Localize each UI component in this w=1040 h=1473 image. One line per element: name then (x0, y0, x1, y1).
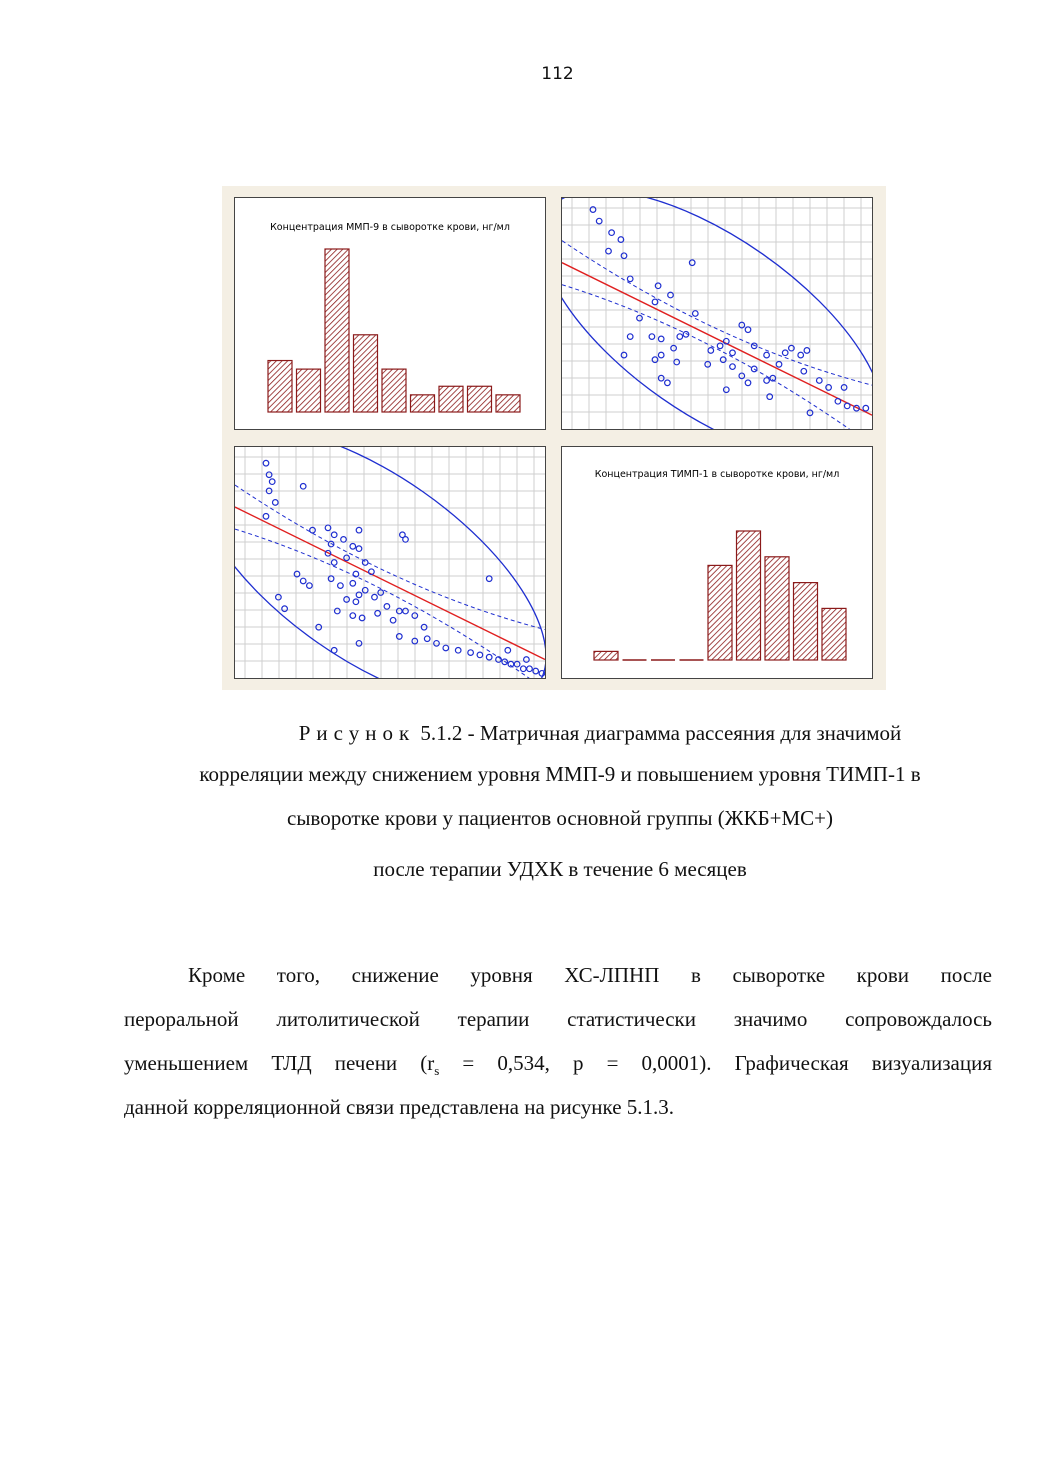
confidence-band-lower (235, 529, 545, 678)
histogram-timp1-title: Концентрация ТИМП-1 в сыворотке крови, нг/мл (594, 469, 840, 480)
data-point (356, 546, 362, 552)
data-point (730, 350, 736, 356)
data-point (362, 587, 368, 593)
data-point (804, 348, 810, 354)
data-point (443, 645, 449, 651)
data-point (505, 647, 511, 653)
data-point (307, 583, 313, 589)
data-point (798, 352, 804, 358)
data-point (745, 380, 751, 386)
scatter-matrix-figure (222, 186, 886, 690)
paragraph-line-3-b: = 0,534, p = 0,0001). Графическая визуализация (439, 1051, 992, 1075)
data-point (801, 368, 807, 374)
scatter-top-right (562, 198, 872, 429)
histogram-mmp9-title: Концентрация ММП-9 в сыворотке крови, нг/мл (270, 222, 510, 233)
regression-line (235, 507, 545, 659)
data-point (745, 327, 751, 333)
histogram-bar (297, 369, 321, 412)
data-point (300, 483, 306, 489)
data-point (693, 311, 699, 317)
data-point (708, 348, 714, 354)
data-point (356, 641, 362, 647)
paragraph-line-4: данной корреляционной связи представлена на рисунке 5.1.3. (124, 1095, 675, 1119)
histogram-bar (822, 608, 846, 660)
figure-caption-line-2: корреляции между снижением уровня ММП-9 и повышением уровня ТИМП-1 в (199, 762, 921, 786)
data-point (486, 654, 492, 660)
page-number: 112 (541, 64, 574, 84)
histogram-bar (439, 386, 463, 412)
data-point (527, 666, 533, 672)
data-point (649, 334, 655, 340)
paragraph-line-3-sub: s (434, 1063, 440, 1079)
data-point (350, 580, 356, 586)
data-point (331, 647, 337, 653)
histogram-timp1-panel (561, 446, 873, 679)
data-point (356, 527, 362, 533)
figure-caption-line-4: после терапии УДХК в течение 6 месяцев (373, 857, 747, 881)
data-point (328, 576, 334, 582)
paragraph-line-3-a: уменьшением ТЛД печени (r (124, 1051, 435, 1075)
histogram-bar (411, 395, 435, 412)
data-point (282, 606, 288, 612)
data-point (455, 647, 461, 653)
data-point (390, 617, 396, 623)
regression-line (562, 263, 872, 415)
data-point (372, 594, 378, 600)
data-point (674, 359, 680, 365)
data-point (844, 403, 850, 409)
data-point (477, 652, 483, 658)
data-point (397, 608, 403, 614)
figure-caption-word: Рисунок (298, 721, 416, 745)
data-point (424, 636, 430, 642)
figure-caption-text-1: 5.1.2 - Матричная диаграмма рассеяния для значимой (420, 721, 902, 745)
histogram-bar (354, 335, 378, 412)
histogram-bar (594, 651, 618, 660)
data-point (863, 405, 869, 411)
data-point (658, 336, 664, 342)
histogram-bar (496, 395, 520, 412)
confidence-band-upper (562, 241, 872, 385)
data-point (817, 378, 823, 384)
data-point (468, 650, 474, 656)
data-point (665, 380, 671, 386)
data-point (776, 362, 782, 368)
data-point (621, 253, 627, 259)
histogram-mmp9-panel (234, 197, 546, 430)
data-point (350, 544, 356, 550)
data-point (486, 576, 492, 582)
data-point (269, 479, 275, 485)
data-point (434, 641, 440, 647)
scatter-bottom-left (235, 447, 545, 678)
histogram-bar (268, 361, 292, 412)
data-point (835, 398, 841, 404)
data-point (353, 599, 359, 605)
data-point (300, 578, 306, 584)
data-point (606, 248, 612, 254)
data-point (397, 634, 403, 640)
histogram-bar (325, 249, 349, 412)
histogram-timp1 (562, 447, 872, 678)
data-point (341, 537, 347, 543)
data-point (724, 387, 730, 393)
histogram-bar (708, 565, 732, 660)
data-point (609, 230, 615, 236)
data-point (403, 608, 409, 614)
data-point (655, 283, 661, 289)
data-point (338, 583, 344, 589)
data-point (350, 613, 356, 619)
data-point (764, 378, 770, 384)
data-point (375, 611, 381, 617)
figure-caption-line-3: сыворотке крови у пациентов основной группы (ЖКБ+МС+) (287, 806, 833, 830)
data-point (621, 352, 627, 358)
histogram-bar (765, 557, 789, 660)
data-point (335, 608, 341, 614)
data-point (266, 472, 272, 478)
histogram-bar (468, 386, 492, 412)
histogram-bar (794, 583, 818, 660)
histogram-bar (382, 369, 406, 412)
data-point (689, 260, 695, 266)
scatter-bottom-left-panel (234, 446, 546, 679)
data-point (627, 334, 633, 340)
data-point (263, 514, 269, 520)
data-point (331, 560, 337, 566)
data-point (596, 218, 602, 224)
data-point (677, 334, 683, 340)
histogram-bar (737, 531, 761, 660)
data-point (384, 604, 390, 610)
data-point (627, 276, 633, 282)
data-point (263, 460, 269, 466)
figure-caption-line-1 (130, 713, 990, 753)
data-point (362, 560, 368, 566)
data-point (273, 500, 279, 506)
data-point (658, 352, 664, 358)
paragraph-line-1: Кроме того, снижение уровня ХС-ЛПНП в сыворотке крови после (188, 963, 992, 987)
data-point (403, 537, 409, 543)
data-point (521, 666, 527, 672)
scatter-top-right-panel (561, 197, 873, 430)
confidence-ellipse (235, 447, 545, 678)
data-point (730, 364, 736, 370)
data-point (764, 352, 770, 358)
confidence-band-lower (562, 285, 872, 429)
data-point (782, 350, 788, 356)
paragraph-line-2: пероральной литолитической терапии статистически значимо сопровождалось (124, 1007, 992, 1031)
data-point (276, 594, 282, 600)
data-point (331, 532, 337, 538)
paragraph-line-3 (124, 1041, 992, 1085)
body-paragraph (124, 953, 992, 1129)
